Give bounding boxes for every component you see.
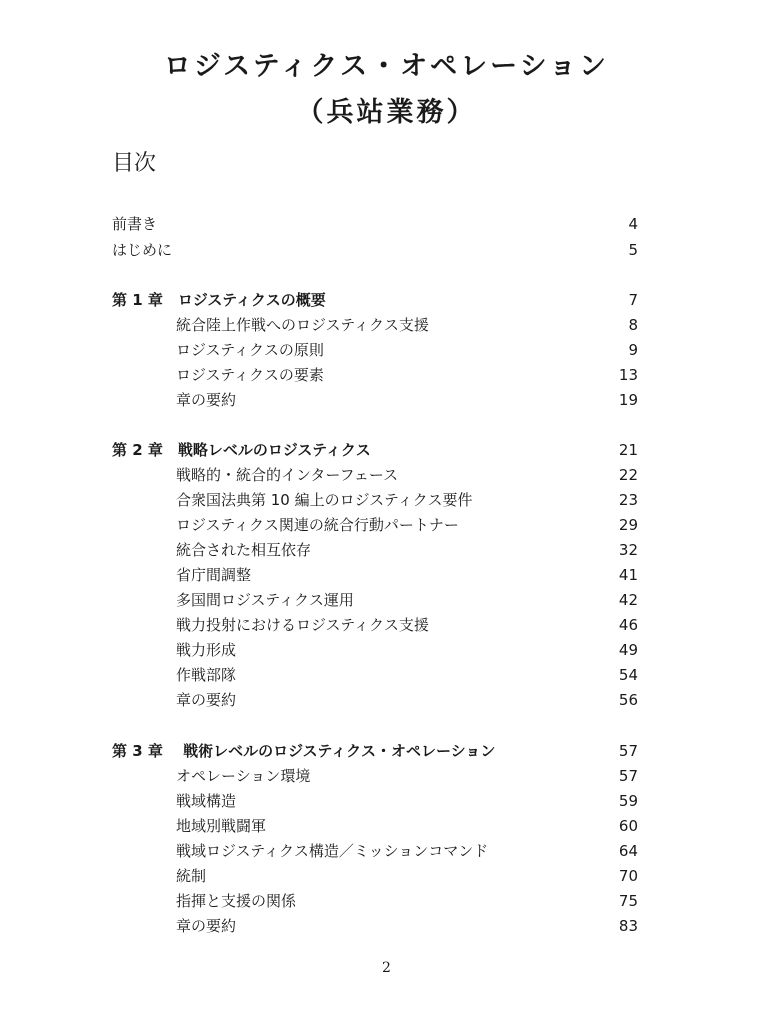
toc-entry [112, 564, 638, 586]
toc-entry-page: 54 [618, 666, 638, 684]
toc-entry [112, 364, 638, 386]
toc-entry-page: 42 [618, 591, 638, 609]
toc-entry-page: 23 [618, 491, 638, 509]
toc-entry-title: 戦域ロジスティクス構造／ミッションコマンド [176, 842, 489, 860]
toc-entry [112, 539, 638, 561]
toc-entry-page: 8 [628, 316, 638, 334]
toc-entry-title: ロジスティクスの要素 [176, 366, 324, 384]
toc-entry-title: オペレーション環境 [176, 767, 311, 785]
toc-entry-title: 合衆国法典第 10 編上のロジスティクス要件 [176, 491, 473, 509]
toc-chapter-entry [112, 740, 638, 762]
toc-entry-page: 57 [618, 742, 638, 760]
toc-entry-page: 9 [628, 341, 638, 359]
toc-entry [112, 765, 638, 787]
toc-entry-page: 7 [628, 291, 638, 309]
toc-entry-title: 章の要約 [176, 917, 237, 935]
toc-entry-page: 46 [618, 616, 638, 634]
toc-entry-page: 13 [618, 366, 638, 384]
toc-entry [112, 589, 638, 611]
toc-entry-page: 57 [618, 767, 638, 785]
toc-heading: 目次 [112, 151, 157, 176]
toc-entry [112, 890, 638, 912]
toc-entry-title: 多国間ロジスティクス運用 [176, 591, 354, 609]
toc-entry-page: 4 [628, 215, 638, 233]
toc-entry-title: ロジスティクス関連の統合行動パートナー [176, 516, 459, 534]
document-title: ロジスティクス・オペレーション [163, 51, 610, 82]
toc-entry-title: 統制 [176, 867, 207, 885]
toc-entry-title: 戦力投射におけるロジスティクス支援 [176, 616, 429, 634]
toc-entry [112, 213, 638, 235]
toc-entry [112, 489, 638, 511]
toc-entry-page: 32 [618, 541, 638, 559]
toc-entry-title: 第 2 章 戦略レベルのロジスティクス [112, 441, 371, 459]
toc-entry-page: 41 [618, 566, 638, 584]
toc-entry-page: 75 [618, 892, 638, 910]
toc-chapter-entry [112, 289, 638, 311]
toc-entry [112, 389, 638, 411]
toc-entry-title: 指揮と支援の関係 [176, 892, 297, 910]
toc-entry-page: 70 [618, 867, 638, 885]
toc-chapter-entry [112, 439, 638, 461]
toc-entry-title: ロジスティクスの原則 [176, 341, 324, 359]
toc-entry-title: はじめに [112, 241, 173, 259]
toc-entry-page: 83 [618, 917, 638, 935]
page-number: 2 [382, 960, 391, 976]
toc-entry [112, 339, 638, 361]
toc-entry [112, 915, 638, 937]
toc-entry-page: 5 [628, 241, 638, 259]
toc-entry [112, 239, 638, 261]
toc-entry-title: 戦域構造 [176, 792, 237, 810]
toc-entry-title: 戦力形成 [176, 641, 237, 659]
toc-entry-title: 章の要約 [176, 691, 237, 709]
toc-entry [112, 614, 638, 636]
toc-entry [112, 639, 638, 661]
toc-entry-page: 21 [618, 441, 638, 459]
toc-entry [112, 815, 638, 837]
toc-entry-page: 19 [618, 391, 638, 409]
toc-entry [112, 865, 638, 887]
toc-entry-page: 60 [618, 817, 638, 835]
toc-entry-title: 地域別戦闘軍 [176, 817, 267, 835]
toc-entry-title: 章の要約 [176, 391, 237, 409]
toc-entry [112, 689, 638, 711]
toc-entry [112, 840, 638, 862]
toc-entry [112, 790, 638, 812]
toc-entry-page: 64 [618, 842, 638, 860]
toc-entry-page: 56 [618, 691, 638, 709]
toc-entry-title: 第 3 章 戦術レベルのロジスティクス・オペレーション [112, 742, 496, 760]
toc-entry-page: 29 [618, 516, 638, 534]
toc-entry [112, 464, 638, 486]
toc-entry-title: 第 1 章 ロジスティクスの概要 [112, 291, 326, 309]
toc-entry-page: 22 [618, 466, 638, 484]
toc-entry [112, 664, 638, 686]
toc-entry-page: 59 [618, 792, 638, 810]
toc-entry-title: 統合された相互依存 [176, 541, 312, 559]
toc-entry-title: 戦略的・統合的インターフェース [176, 466, 399, 484]
toc-entry-page: 49 [618, 641, 638, 659]
toc-entry-title: 作戦部隊 [176, 666, 237, 684]
document-subtitle: （兵站業務） [296, 97, 477, 128]
toc-entry-title: 前書き [112, 215, 158, 233]
toc-entry [112, 514, 638, 536]
toc-entry-title: 省庁間調整 [176, 566, 252, 584]
toc-entry [112, 314, 638, 336]
toc-entry-title: 統合陸上作戦へのロジスティクス支援 [176, 316, 429, 334]
